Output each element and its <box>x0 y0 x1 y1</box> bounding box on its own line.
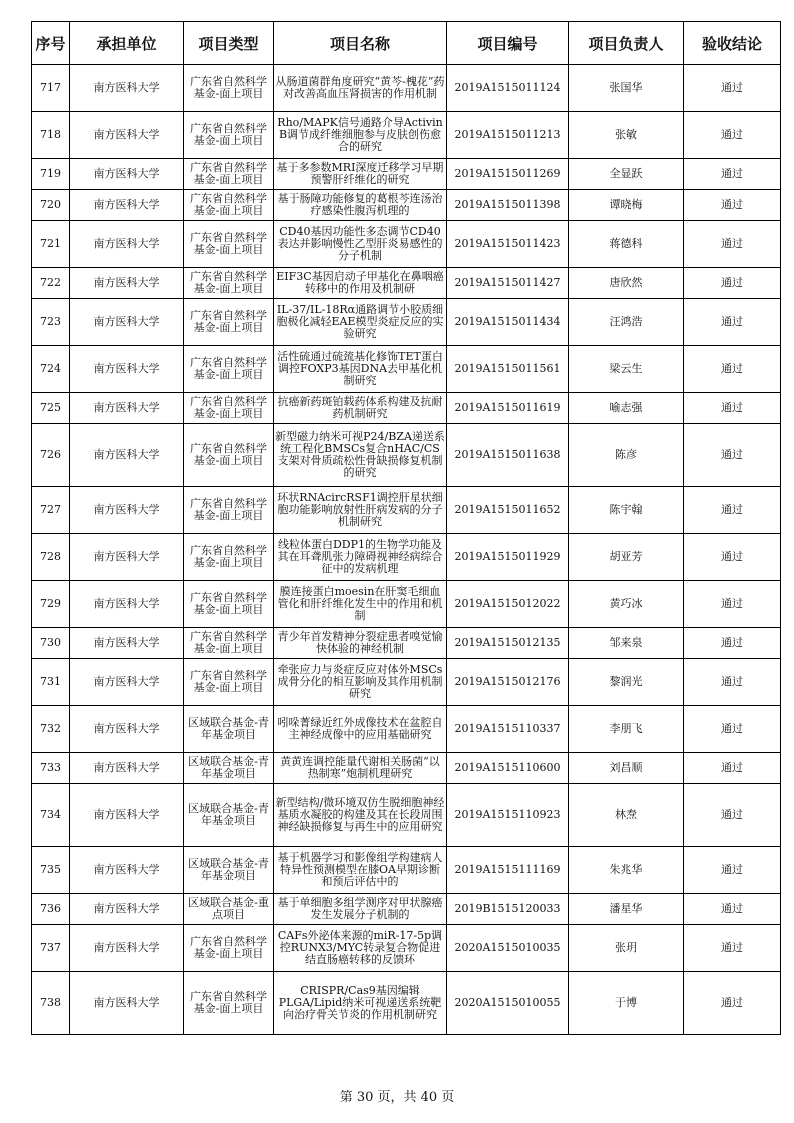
row-result: 通过 <box>684 753 781 784</box>
row-type: 广东省自然科学基金-面上项目 <box>184 628 274 659</box>
row-leader: 蒋德科 <box>569 221 684 268</box>
row-name: 抗癌新药斑铂载药体系构建及抗耐药机制研究 <box>274 393 447 424</box>
row-unit: 南方医科大学 <box>70 112 184 159</box>
row-type: 广东省自然科学基金-面上项目 <box>184 393 274 424</box>
table-row <box>32 534 781 581</box>
row-code: 2020A1515010035 <box>447 925 569 972</box>
table-row <box>32 972 781 1035</box>
row-name: 线粒体蛋白DDP1的生物学功能及其在耳聋肌张力障碍视神经病综合征中的发病机理 <box>274 534 447 581</box>
header-code: 项目编号 <box>447 22 569 65</box>
row-unit: 南方医科大学 <box>70 753 184 784</box>
row-leader: 胡亚芳 <box>569 534 684 581</box>
table-row <box>32 190 781 221</box>
row-code: 2019A1515011213 <box>447 112 569 159</box>
row-name: 基于肠障功能修复的葛根芩连汤治疗感染性腹泻机理的 <box>274 190 447 221</box>
row-result: 通过 <box>684 268 781 299</box>
row-leader: 谭晓梅 <box>569 190 684 221</box>
row-index: 722 <box>32 268 70 299</box>
row-index: 723 <box>32 299 70 346</box>
row-code: 2019A1515011619 <box>447 393 569 424</box>
row-result: 通过 <box>684 659 781 706</box>
row-name: IL-37/IL-18Rα通路调节小胶质细胞极化减轻EAE模型炎症反应的实验研究 <box>274 299 447 346</box>
row-name: 活性硫通过硫巯基化修饰TET蛋白调控FOXP3基因DNA去甲基化机制研究 <box>274 346 447 393</box>
row-name: CAFs外泌体来源的miR-17-5p调控RUNX3/MYC转录复合物促进结直肠癌转移的反馈环 <box>274 925 447 972</box>
row-type: 广东省自然科学基金-面上项目 <box>184 581 274 628</box>
row-code: 2019A1515011652 <box>447 487 569 534</box>
table-row <box>32 847 781 894</box>
row-code: 2019A1515011638 <box>447 424 569 487</box>
row-unit: 南方医科大学 <box>70 894 184 925</box>
row-unit: 南方医科大学 <box>70 628 184 659</box>
row-type: 区域联合基金-青年基金项目 <box>184 784 274 847</box>
row-unit: 南方医科大学 <box>70 581 184 628</box>
row-name: 基于机器学习和影像组学构建病人特异性预测模型在膝OA早期诊断和预后评估中的 <box>274 847 447 894</box>
row-result: 通过 <box>684 784 781 847</box>
row-name: 膜连接蛋白moesin在肝窦毛细血管化和肝纤维化发生中的作用和机制 <box>274 581 447 628</box>
row-result: 通过 <box>684 424 781 487</box>
row-result: 通过 <box>684 393 781 424</box>
row-leader: 邹来泉 <box>569 628 684 659</box>
row-index: 727 <box>32 487 70 534</box>
row-result: 通过 <box>684 221 781 268</box>
row-code: 2019A1515110600 <box>447 753 569 784</box>
row-name: CRISPR/Cas9基因编辑PLGA/Lipid纳米可视递送系统靶向治疗骨关节炎的作用机制研究 <box>274 972 447 1035</box>
row-index: 730 <box>32 628 70 659</box>
row-leader: 于博 <box>569 972 684 1035</box>
table-row <box>32 424 781 487</box>
row-leader: 朱兆华 <box>569 847 684 894</box>
row-unit: 南方医科大学 <box>70 424 184 487</box>
row-code: 2019A1515012022 <box>447 581 569 628</box>
row-result: 通过 <box>684 925 781 972</box>
row-result: 通过 <box>684 299 781 346</box>
row-result: 通过 <box>684 847 781 894</box>
row-leader: 陈彦 <box>569 424 684 487</box>
row-code: 2019A1515111169 <box>447 847 569 894</box>
row-type: 广东省自然科学基金-面上项目 <box>184 925 274 972</box>
row-index: 718 <box>32 112 70 159</box>
row-type: 广东省自然科学基金-面上项目 <box>184 65 274 112</box>
row-code: 2020A1515010055 <box>447 972 569 1035</box>
row-name: 基于单细胞多组学测序对甲状腺癌发生发展分子机制的 <box>274 894 447 925</box>
table-row <box>32 581 781 628</box>
row-type: 区域联合基金-青年基金项目 <box>184 753 274 784</box>
row-type: 广东省自然科学基金-面上项目 <box>184 659 274 706</box>
table-row <box>32 112 781 159</box>
row-index: 728 <box>32 534 70 581</box>
row-leader: 潘星华 <box>569 894 684 925</box>
row-index: 732 <box>32 706 70 753</box>
row-unit: 南方医科大学 <box>70 784 184 847</box>
row-unit: 南方医科大学 <box>70 221 184 268</box>
row-index: 738 <box>32 972 70 1035</box>
row-code: 2019A1515110923 <box>447 784 569 847</box>
table-row <box>32 393 781 424</box>
row-unit: 南方医科大学 <box>70 659 184 706</box>
row-index: 725 <box>32 393 70 424</box>
row-index: 720 <box>32 190 70 221</box>
row-result: 通过 <box>684 112 781 159</box>
header-unit: 承担单位 <box>70 22 184 65</box>
row-code: 2019A1515011427 <box>447 268 569 299</box>
row-unit: 南方医科大学 <box>70 268 184 299</box>
row-result: 通过 <box>684 534 781 581</box>
row-index: 737 <box>32 925 70 972</box>
row-result: 通过 <box>684 706 781 753</box>
row-type: 广东省自然科学基金-面上项目 <box>184 159 274 190</box>
row-name: 吲哚菁绿近红外成像技术在盆腔自主神经成像中的应用基础研究 <box>274 706 447 753</box>
row-leader: 张国华 <box>569 65 684 112</box>
row-name: 牵张应力与炎症反应对体外MSCs成骨分化的相互影响及其作用机制研究 <box>274 659 447 706</box>
row-result: 通过 <box>684 487 781 534</box>
row-type: 广东省自然科学基金-面上项目 <box>184 534 274 581</box>
project-table <box>31 21 781 1035</box>
table-row <box>32 753 781 784</box>
row-code: 2019A1515011434 <box>447 299 569 346</box>
row-leader: 黎润光 <box>569 659 684 706</box>
table-row <box>32 628 781 659</box>
row-result: 通过 <box>684 972 781 1035</box>
row-name: Rho/MAPK信号通路介导Activin B调节成纤维细胞参与皮肤创伤愈合的研究 <box>274 112 447 159</box>
row-index: 735 <box>32 847 70 894</box>
row-unit: 南方医科大学 <box>70 190 184 221</box>
table-row <box>32 659 781 706</box>
row-index: 729 <box>32 581 70 628</box>
row-unit: 南方医科大学 <box>70 972 184 1035</box>
row-type: 广东省自然科学基金-面上项目 <box>184 112 274 159</box>
row-code: 2019A1515011398 <box>447 190 569 221</box>
row-name: 新型磁力纳米可视P24/BZA递送系统工程化BMSCs复合nHAC/CS支架对骨质疏松性骨缺损修复机制的研究 <box>274 424 447 487</box>
row-index: 734 <box>32 784 70 847</box>
row-unit: 南方医科大学 <box>70 393 184 424</box>
table-row <box>32 894 781 925</box>
row-unit: 南方医科大学 <box>70 847 184 894</box>
row-unit: 南方医科大学 <box>70 299 184 346</box>
header-index: 序号 <box>32 22 70 65</box>
row-result: 通过 <box>684 159 781 190</box>
row-index: 724 <box>32 346 70 393</box>
row-name: 从肠道菌群角度研究“黄芩-槐花”药对改善高血压肾损害的作用机制 <box>274 65 447 112</box>
row-type: 广东省自然科学基金-面上项目 <box>184 190 274 221</box>
row-type: 广东省自然科学基金-面上项目 <box>184 221 274 268</box>
row-leader: 全显跃 <box>569 159 684 190</box>
row-name: 青少年首发精神分裂症患者嗅觉愉快体验的神经机制 <box>274 628 447 659</box>
row-type: 广东省自然科学基金-面上项目 <box>184 424 274 487</box>
row-type: 区域联合基金-青年基金项目 <box>184 847 274 894</box>
row-name: 新型结构/微环境双仿生脱细胞神经基质水凝胶的构建及其在长段周围神经缺损修复与再生中的应用研究 <box>274 784 447 847</box>
row-index: 726 <box>32 424 70 487</box>
row-type: 区域联合基金-重点项目 <box>184 894 274 925</box>
row-leader: 陈宇翰 <box>569 487 684 534</box>
row-code: 2019A1515011269 <box>447 159 569 190</box>
row-result: 通过 <box>684 190 781 221</box>
row-name: 黄黄连调控能量代谢相关肠菌“以热制寒”炮制机理研究 <box>274 753 447 784</box>
row-leader: 梁云生 <box>569 346 684 393</box>
row-unit: 南方医科大学 <box>70 925 184 972</box>
row-unit: 南方医科大学 <box>70 346 184 393</box>
header-row <box>32 22 781 65</box>
row-code: 2019A1515011929 <box>447 534 569 581</box>
header-leader: 项目负责人 <box>569 22 684 65</box>
header-name: 项目名称 <box>274 22 447 65</box>
table-row <box>32 706 781 753</box>
row-type: 广东省自然科学基金-面上项目 <box>184 346 274 393</box>
row-index: 736 <box>32 894 70 925</box>
row-type: 广东省自然科学基金-面上项目 <box>184 299 274 346</box>
row-index: 717 <box>32 65 70 112</box>
row-result: 通过 <box>684 346 781 393</box>
row-leader: 唐欣然 <box>569 268 684 299</box>
row-code: 2019A1515011124 <box>447 65 569 112</box>
row-result: 通过 <box>684 65 781 112</box>
row-leader: 刘昌顺 <box>569 753 684 784</box>
row-name: CD40基因功能性多态调节CD40表达并影响慢性乙型肝炎易感性的分子机制 <box>274 221 447 268</box>
row-type: 广东省自然科学基金-面上项目 <box>184 487 274 534</box>
row-unit: 南方医科大学 <box>70 159 184 190</box>
row-leader: 喻志强 <box>569 393 684 424</box>
header-type: 项目类型 <box>184 22 274 65</box>
row-name: 基于多参数MRI深度迁移学习早期预警肝纤维化的研究 <box>274 159 447 190</box>
row-unit: 南方医科大学 <box>70 487 184 534</box>
row-leader: 林焘 <box>569 784 684 847</box>
table-row <box>32 65 781 112</box>
table-row <box>32 299 781 346</box>
table-row <box>32 784 781 847</box>
row-index: 721 <box>32 221 70 268</box>
table-row <box>32 221 781 268</box>
row-index: 719 <box>32 159 70 190</box>
row-unit: 南方医科大学 <box>70 65 184 112</box>
row-leader: 黄巧冰 <box>569 581 684 628</box>
row-unit: 南方医科大学 <box>70 534 184 581</box>
row-code: 2019A1515011423 <box>447 221 569 268</box>
row-name: EIF3C基因启动子甲基化在鼻咽癌转移中的作用及机制研 <box>274 268 447 299</box>
row-type: 区域联合基金-青年基金项目 <box>184 706 274 753</box>
row-code: 2019A1515110337 <box>447 706 569 753</box>
row-code: 2019A1515011561 <box>447 346 569 393</box>
table-row <box>32 925 781 972</box>
table-row <box>32 346 781 393</box>
row-result: 通过 <box>684 581 781 628</box>
table-row <box>32 487 781 534</box>
row-type: 广东省自然科学基金-面上项目 <box>184 268 274 299</box>
row-type: 广东省自然科学基金-面上项目 <box>184 972 274 1035</box>
row-leader: 汪鸿浩 <box>569 299 684 346</box>
row-leader: 张玥 <box>569 925 684 972</box>
table-row <box>32 268 781 299</box>
row-index: 731 <box>32 659 70 706</box>
row-code: 2019A1515012135 <box>447 628 569 659</box>
page-footer: 第 30 页，共 40 页 <box>339 1090 455 1105</box>
row-result: 通过 <box>684 894 781 925</box>
row-code: 2019A1515012176 <box>447 659 569 706</box>
row-code: 2019B1515120033 <box>447 894 569 925</box>
table-row <box>32 159 781 190</box>
header-result: 验收结论 <box>684 22 781 65</box>
row-index: 733 <box>32 753 70 784</box>
row-leader: 张敏 <box>569 112 684 159</box>
row-leader: 李朋飞 <box>569 706 684 753</box>
row-unit: 南方医科大学 <box>70 706 184 753</box>
row-result: 通过 <box>684 628 781 659</box>
row-name: 环状RNAcircRSF1调控肝星状细胞功能影响放射性肝病发病的分子机制研究 <box>274 487 447 534</box>
